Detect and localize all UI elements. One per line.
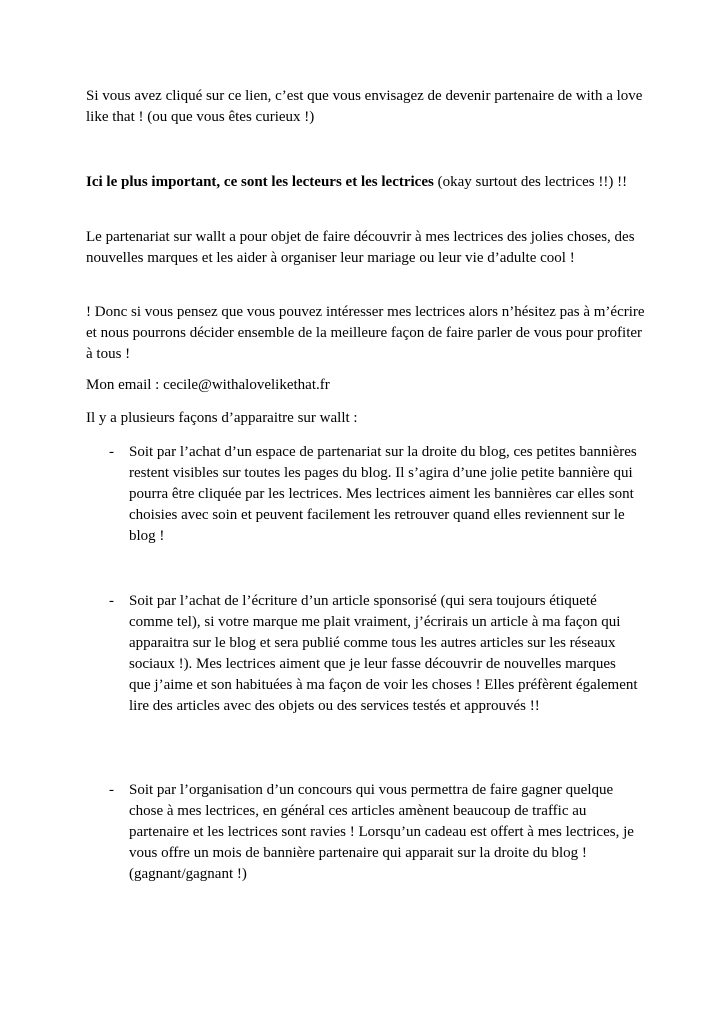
heading-rest-text: (okay surtout des lectrices !!) !! xyxy=(433,174,628,190)
bullet-dash: - xyxy=(109,782,114,798)
heading-bold-text: Ici le plus important, ce sont les lecteurs et les lectrices xyxy=(86,174,434,190)
contact-paragraph: ! Donc si vous pensez que vous pouvez intéresser mes lectrices alors n’hésitez pas à m’écrire et nous pourrons décider ensemble de la meilleure façon de faire parler de vous pour profiter à tous ! xyxy=(86,304,645,362)
list-item-text: Soit par l’achat de l’écriture d’un article sponsorisé (qui sera toujours étiqueté comme tel), si votre marque me plait vraiment, j’écrirais un article à ma façon qui apparaitra sur le blog et sera publié comme tous les autres articles sur les réseaux sociaux !). Mes lectrices aiment que je leur fasse découvrir de nouvelles marques que j’aime et son habituées à ma façon de voir les choses ! Elles préfèrent également lire des articles avec des objets ou des services testés et approuvés !! xyxy=(129,593,638,714)
ways-intro: Il y a plusieurs façons d’apparaitre sur wallt : xyxy=(86,410,358,426)
bullet-dash: - xyxy=(109,593,114,609)
intro-paragraph: Si vous avez cliqué sur ce lien, c’est que vous envisagez de devenir partenaire de with a love like that ! (ou que vous êtes curieux !) xyxy=(86,88,643,125)
partnership-paragraph: Le partenariat sur wallt a pour objet de faire découvrir à mes lectrices des jolies choses, des nouvelles marques et les aider à organiser leur mariage ou leur vie d’adulte cool ! xyxy=(86,229,635,266)
list-item-text: Soit par l’organisation d’un concours qui vous permettra de faire gagner quelque chose à mes lectrices, en général ces articles amènent beaucoup de traffic au partenaire et les lectrices sont ravies ! Lorsqu’un cadeau est offert à mes lectrices, je vous offre un mois de bannière partenaire qui apparait sur la droite du blog ! (gagnant/gagnant !) xyxy=(129,782,634,882)
email-line: Mon email : cecile@withalovelikethat.fr xyxy=(86,377,330,393)
heading-paragraph xyxy=(86,172,651,193)
bullet-dash: - xyxy=(109,444,114,460)
list-item-text: Soit par l’achat d’un espace de partenariat sur la droite du blog, ces petites bannières restent visibles sur toutes les pages du blog. Il s’agira d’une jolie petite bannière qui pourra être cliquée par les lectrices. Mes lectrices aiment les bannières car elles sont choisies avec soin et peuvent facilement les retrouver quand elles reviennent sur le blog ! xyxy=(129,444,637,544)
